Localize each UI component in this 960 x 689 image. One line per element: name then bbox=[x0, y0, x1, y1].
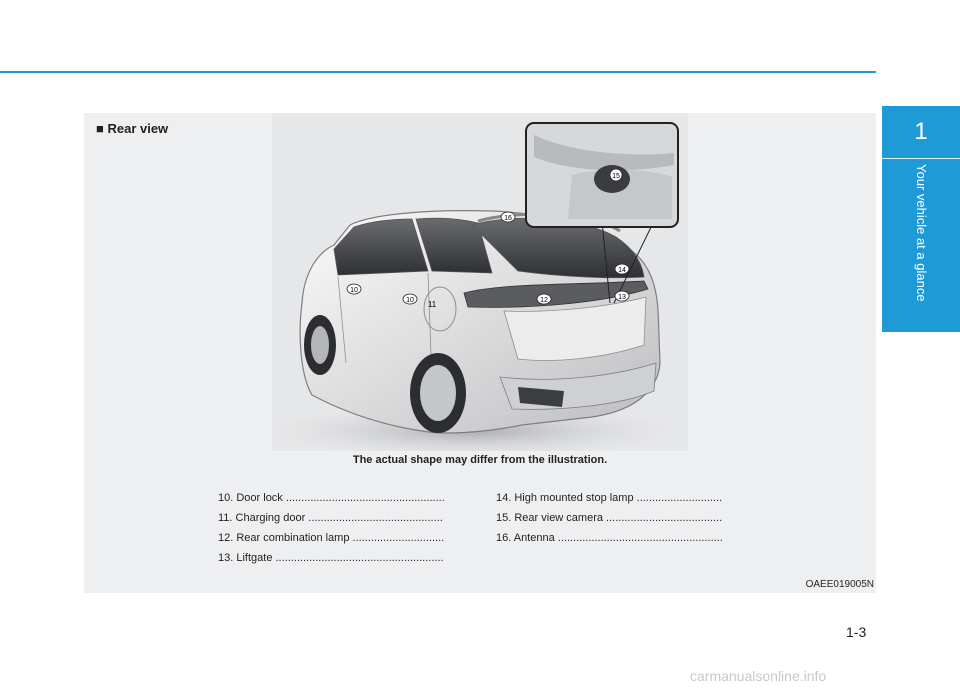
legend-left bbox=[218, 491, 474, 571]
callout-12-label: 12 bbox=[540, 297, 548, 304]
callout-13-label: 13 bbox=[618, 294, 626, 301]
chapter-number: 1 bbox=[914, 118, 928, 145]
callout-10b-label: 10 bbox=[406, 297, 414, 304]
chapter-title: Your vehicle at a glance bbox=[914, 164, 929, 302]
callout-16 bbox=[501, 212, 515, 222]
figure-caption: The actual shape may differ from the illustration. bbox=[352, 454, 608, 466]
legend-item: 16. Antenna ...................................................... bbox=[496, 532, 723, 544]
callout-10a-label: 10 bbox=[350, 287, 358, 294]
rear-wheel-rim bbox=[420, 365, 456, 421]
callout-14 bbox=[615, 264, 629, 274]
callout-12 bbox=[537, 294, 551, 304]
section-title: ■ Rear view bbox=[96, 121, 169, 136]
legend-item: 13. Liftgate ....................................................... bbox=[218, 552, 444, 564]
figure-code: OAEE019005N bbox=[805, 579, 874, 590]
callout-14-label: 14 bbox=[618, 267, 626, 274]
callout-15 bbox=[610, 169, 622, 181]
vehicle-rear-illustration bbox=[272, 113, 688, 451]
page-number: 1-3 bbox=[846, 624, 867, 640]
legend-item: 12. Rear combination lamp .............................. bbox=[218, 532, 445, 544]
callout-10a bbox=[347, 284, 361, 294]
legend-item: 14. High mounted stop lamp ............................ bbox=[496, 492, 723, 504]
legend-right bbox=[496, 491, 752, 551]
legend-item: 11. Charging door ............................................ bbox=[218, 512, 443, 524]
legend-item: 15. Rear view camera ...................................... bbox=[496, 512, 723, 524]
callout-11-label: 11 bbox=[427, 300, 437, 309]
legend-item: 10. Door lock .................................................... bbox=[218, 492, 445, 504]
callout-16-label: 16 bbox=[504, 215, 512, 222]
figure-panel bbox=[84, 113, 876, 593]
watermark: carmanualsonline.info bbox=[690, 668, 827, 684]
callout-10b bbox=[403, 294, 417, 304]
front-wheel-rim bbox=[311, 326, 329, 364]
chapter-tab bbox=[882, 106, 960, 332]
callout-11 bbox=[428, 300, 437, 309]
callout-15-label: 15 bbox=[612, 173, 620, 180]
header-rule bbox=[0, 71, 876, 73]
section-title-text: Rear view bbox=[107, 121, 169, 136]
chapter-divider bbox=[882, 158, 960, 159]
callout-13 bbox=[615, 291, 629, 301]
